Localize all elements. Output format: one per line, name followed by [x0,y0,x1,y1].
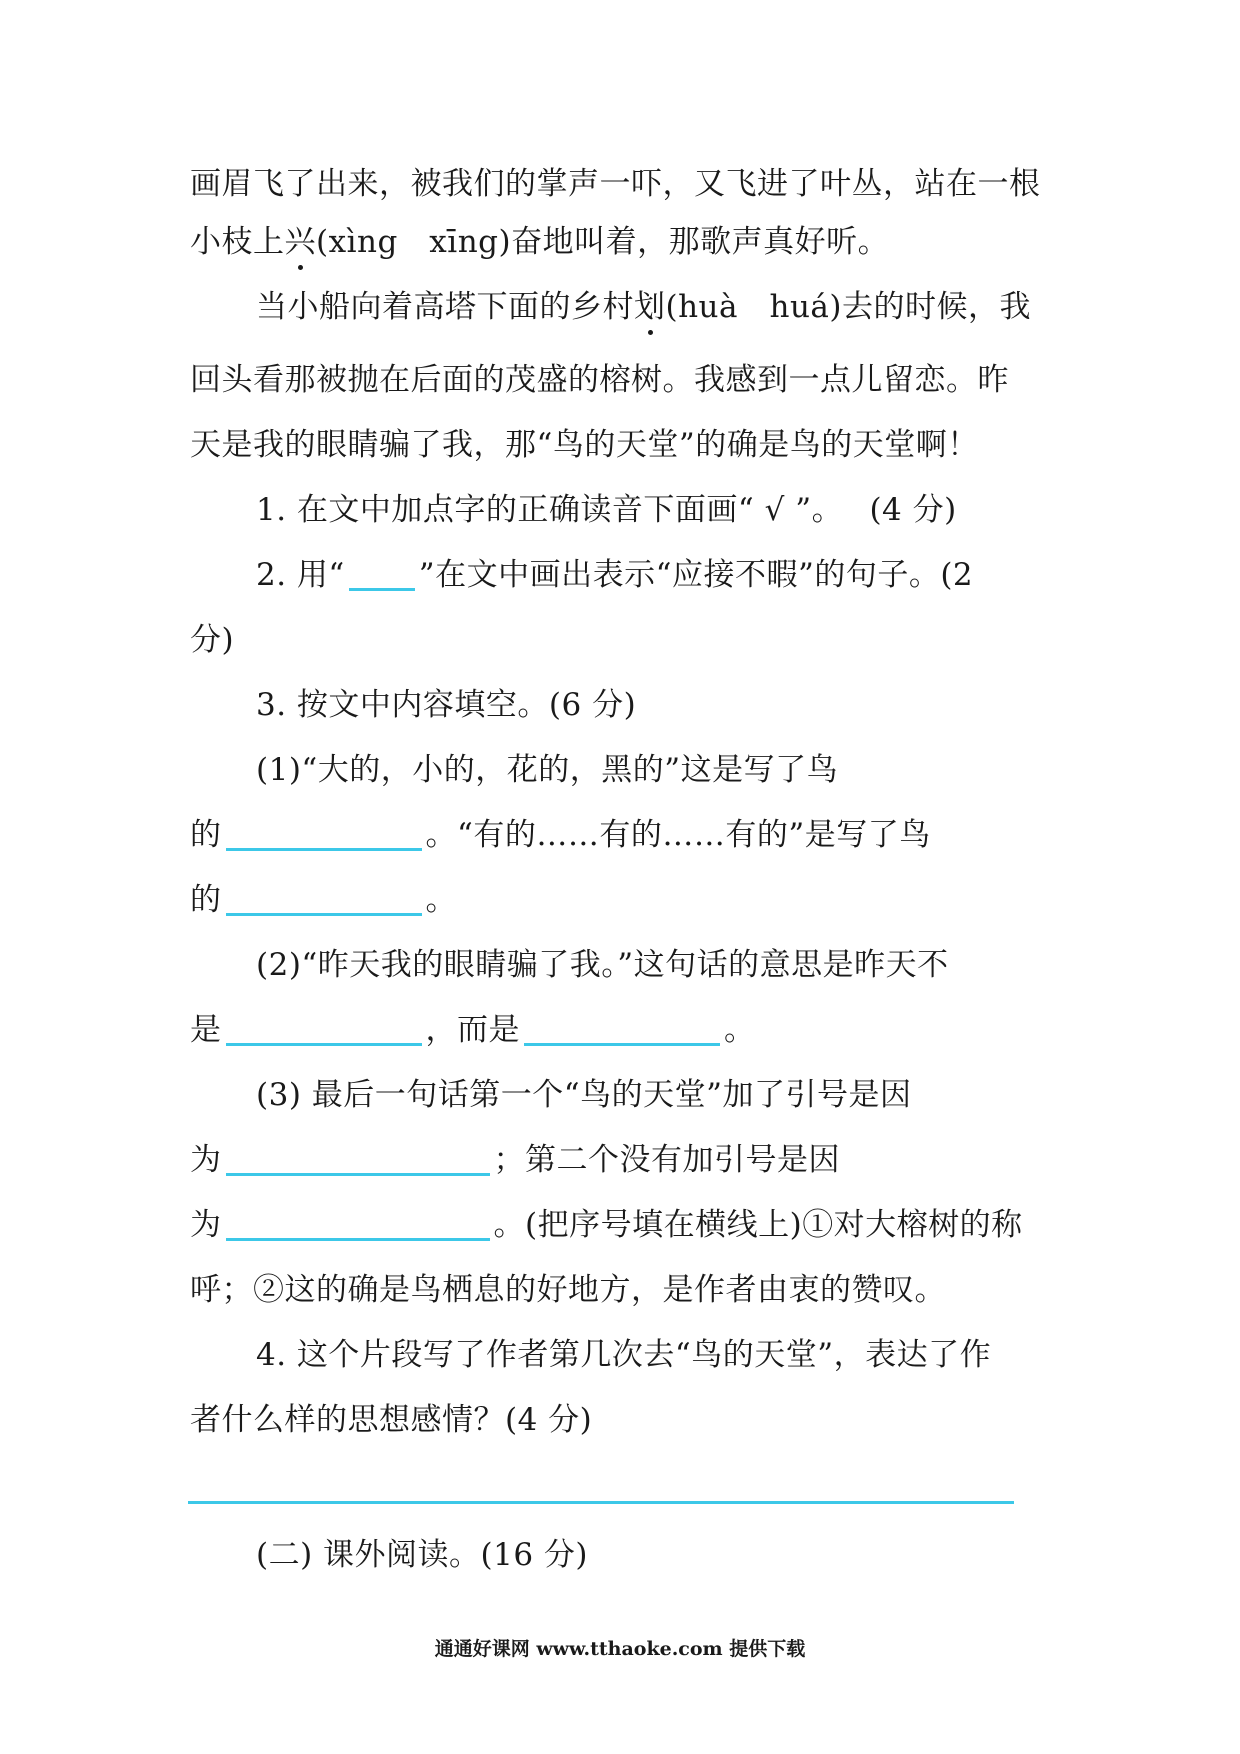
question-3-3-line-2: 为 ；第二个没有加引号是因 [190,1142,840,1178]
question-3-1-line-3: 的 。 [190,882,457,918]
question-3-1: (1)“大的，小的，花的，黑的”这是写了鸟 [256,752,839,788]
question-3-3-line-3: 为 。(把序号填在横线上)①对大榕树的称 [190,1207,1023,1243]
answer-blank-4[interactable] [524,1015,720,1046]
question-1: 1. 在文中加点字的正确读音下面画“ √ ”。 (4 分) [256,492,957,528]
dotted-char-xing: 兴 [284,224,316,260]
answer-blank-2[interactable] [226,885,422,916]
answer-blank-5[interactable] [226,1145,490,1176]
answer-blank-6[interactable] [226,1210,490,1241]
question-3-3: (3) 最后一句话第一个“鸟的天堂”加了引号是因 [256,1077,912,1113]
question-2: 2. 用“ ”在文中画出表示“应接不暇”的句子。(2 [256,557,974,593]
section-2-heading: (二) 课外阅读。(16 分) [256,1537,589,1573]
question-3-2-line-2: 是 ，而是 。 [190,1012,756,1048]
question-3: 3. 按文中内容填空。(6 分) [256,687,637,723]
question-3-2: (2)“昨天我的眼睛骗了我。”这句话的意思是昨天不 [256,947,949,983]
dotted-char-hua: 划 [634,289,666,325]
passage-line-4: 回头看那被抛在后面的茂盛的榕树。我感到一点儿留恋。昨 [190,362,1009,398]
footer-credit: 通通好课网 www.tthaoke.com 提供下载 [434,1638,806,1660]
passage-line-5: 天是我的眼睛骗了我，那“鸟的天堂”的确是鸟的天堂啊！ [190,427,979,463]
question-4: 4. 这个片段写了作者第几次去“鸟的天堂”，表达了作 [256,1337,992,1373]
passage-line-2: 小枝上兴(xìng xīng)奋地叫着，那歌声真好听。 [190,224,890,260]
question-3-1-line-2: 的 。“有的……有的……有的”是写了鸟 [190,817,931,853]
underline-sample [349,560,415,591]
passage-line-1: 画眉飞了出来，被我们的掌声一吓，又飞进了叶丛，站在一根 [190,166,1041,202]
question-4-line-2: 者什么样的思想感情？(4 分) [190,1402,593,1438]
passage-line-3: 当小船向着高塔下面的乡村划(huà huá)去的时候，我 [256,289,1032,325]
answer-blank-3[interactable] [226,1015,422,1046]
question-3-3-line-4: 呼；②这的确是鸟栖息的好地方，是作者由衷的赞叹。 [190,1272,946,1308]
question-2-cont: 分) [190,622,235,658]
answer-line-q4[interactable] [188,1501,1014,1504]
answer-blank-1[interactable] [226,820,422,851]
